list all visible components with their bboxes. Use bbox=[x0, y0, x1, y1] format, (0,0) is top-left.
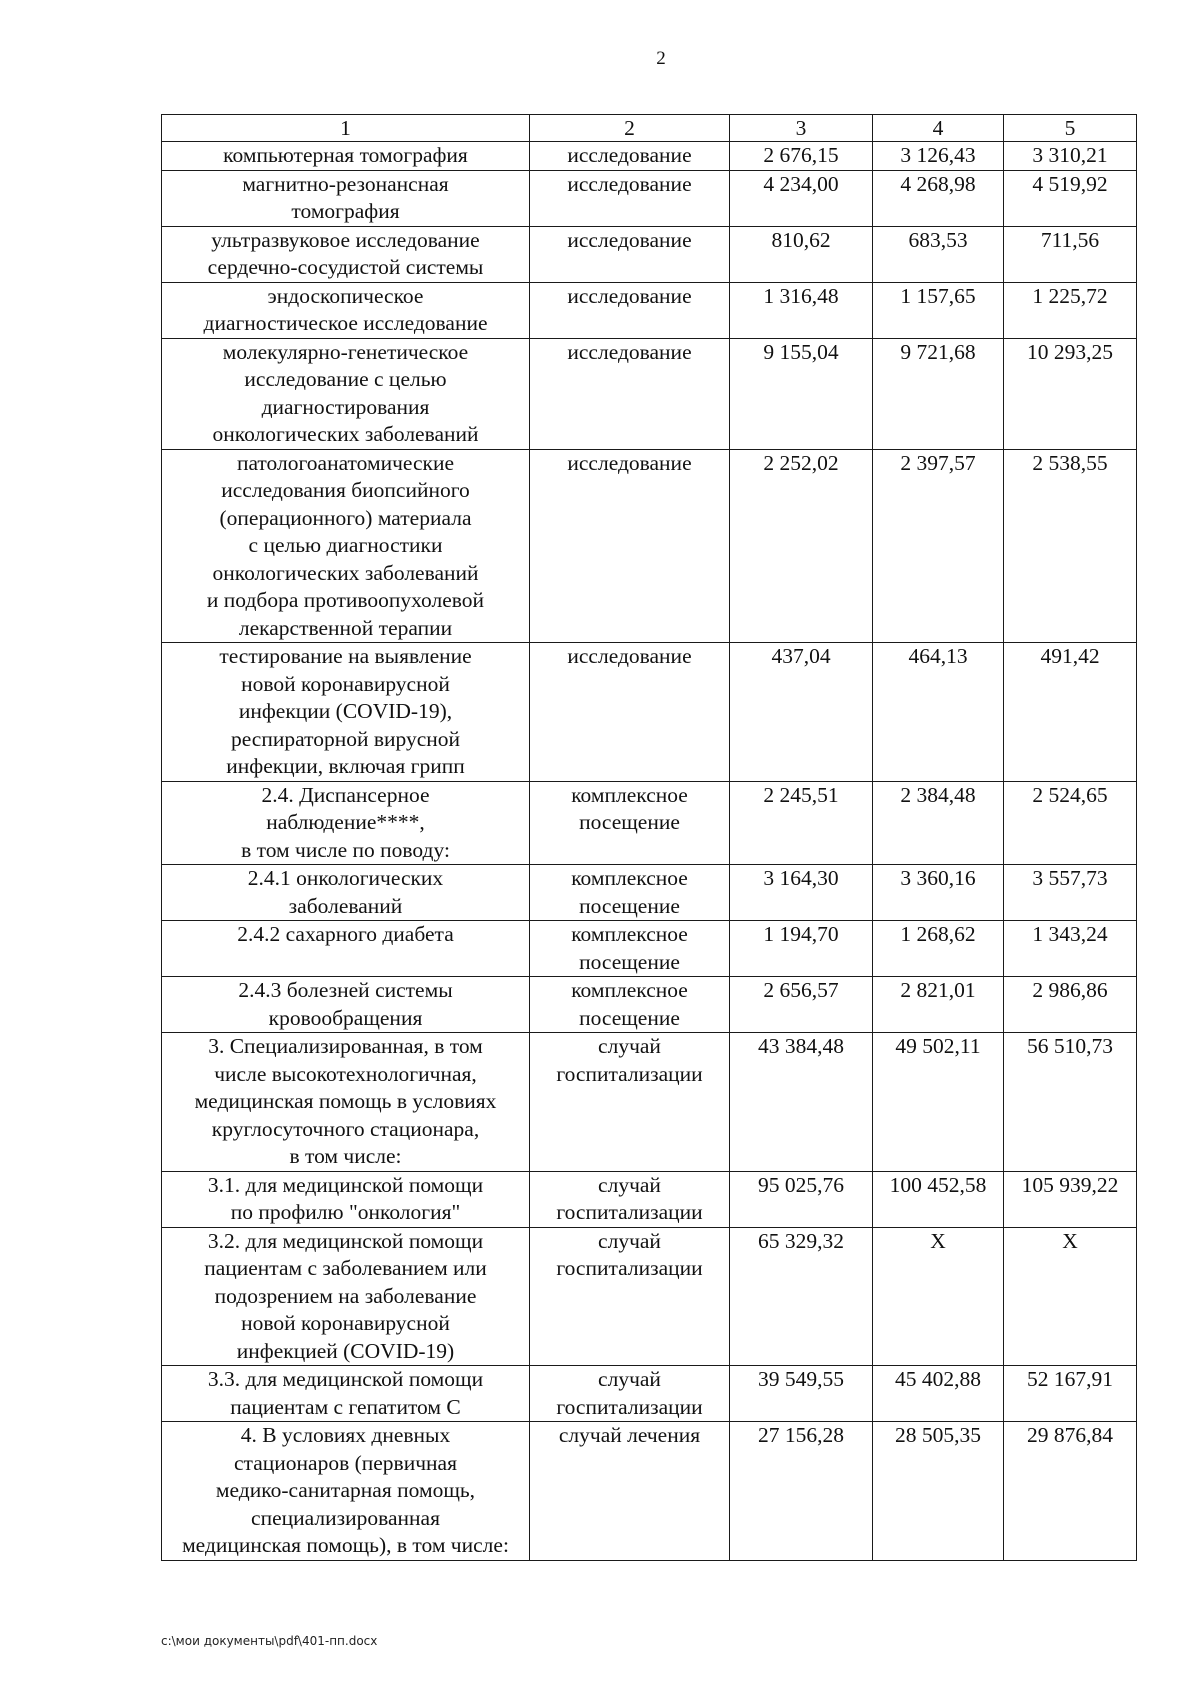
value-col5-cell: 2 524,65 bbox=[1004, 781, 1137, 865]
value-col3-cell: 810,62 bbox=[730, 226, 873, 282]
value-col4-cell: 9 721,68 bbox=[873, 338, 1004, 449]
service-name-cell: 2.4.3 болезней системы кровообращения bbox=[162, 977, 530, 1033]
service-name-cell: тестирование на выявление новой коронавирусной инфекции (COVID-19), респираторной вирусной инфекции, включая грипп bbox=[162, 643, 530, 782]
service-name-cell: 4. В условиях дневных стационаров (первичная медико-санитарная помощь, специализированная медицинская помощь), в том числе: bbox=[162, 1422, 530, 1561]
table-row bbox=[162, 449, 1137, 643]
table-row bbox=[162, 921, 1137, 977]
unit-cell: случай лечения bbox=[530, 1422, 730, 1561]
unit-cell: исследование bbox=[530, 142, 730, 171]
value-col5-cell: X bbox=[1004, 1227, 1137, 1366]
value-col3-cell: 39 549,55 bbox=[730, 1366, 873, 1422]
value-col4-cell: 2 821,01 bbox=[873, 977, 1004, 1033]
value-col3-cell: 2 252,02 bbox=[730, 449, 873, 643]
service-name-cell: молекулярно-генетическое исследование с целью диагностирования онкологических заболеваний bbox=[162, 338, 530, 449]
table-row bbox=[162, 1366, 1137, 1422]
table-row bbox=[162, 142, 1137, 171]
unit-cell: комплексное посещение bbox=[530, 977, 730, 1033]
unit-cell: исследование bbox=[530, 226, 730, 282]
value-col5-cell: 2 538,55 bbox=[1004, 449, 1137, 643]
value-col4-cell: X bbox=[873, 1227, 1004, 1366]
value-col4-cell: 3 126,43 bbox=[873, 142, 1004, 171]
page-number: 2 bbox=[656, 48, 666, 69]
value-col3-cell: 9 155,04 bbox=[730, 338, 873, 449]
value-col4-cell: 4 268,98 bbox=[873, 170, 1004, 226]
service-name-cell: 3.2. для медицинской помощи пациентам с заболеванием или подозрением на заболевание новой коронавирусной инфекцией (COVID-19) bbox=[162, 1227, 530, 1366]
table-row bbox=[162, 977, 1137, 1033]
unit-cell: исследование bbox=[530, 643, 730, 782]
table-row bbox=[162, 1422, 1137, 1561]
service-name-cell: 2.4.2 сахарного диабета bbox=[162, 921, 530, 977]
value-col5-cell: 29 876,84 bbox=[1004, 1422, 1137, 1561]
value-col4-cell: 683,53 bbox=[873, 226, 1004, 282]
unit-cell: исследование bbox=[530, 449, 730, 643]
service-name-cell: 3.1. для медицинской помощи по профилю "онкология" bbox=[162, 1171, 530, 1227]
table-row bbox=[162, 1171, 1137, 1227]
value-col3-cell: 2 656,57 bbox=[730, 977, 873, 1033]
table-header-row bbox=[162, 115, 1137, 142]
unit-cell: исследование bbox=[530, 338, 730, 449]
table-row bbox=[162, 781, 1137, 865]
unit-cell: случай госпитализации bbox=[530, 1171, 730, 1227]
column-header-2: 2 bbox=[530, 115, 730, 142]
service-name-cell: 2.4.1 онкологических заболеваний bbox=[162, 865, 530, 921]
value-col4-cell: 2 384,48 bbox=[873, 781, 1004, 865]
value-col4-cell: 49 502,11 bbox=[873, 1033, 1004, 1172]
column-header-1: 1 bbox=[162, 115, 530, 142]
table-body bbox=[162, 142, 1137, 1561]
value-col4-cell: 1 268,62 bbox=[873, 921, 1004, 977]
value-col3-cell: 3 164,30 bbox=[730, 865, 873, 921]
column-header-3: 3 bbox=[730, 115, 873, 142]
table-row bbox=[162, 1227, 1137, 1366]
value-col4-cell: 2 397,57 bbox=[873, 449, 1004, 643]
service-name-cell: ультразвуковое исследование сердечно-сосудистой системы bbox=[162, 226, 530, 282]
value-col5-cell: 711,56 bbox=[1004, 226, 1137, 282]
value-col5-cell: 105 939,22 bbox=[1004, 1171, 1137, 1227]
value-col5-cell: 56 510,73 bbox=[1004, 1033, 1137, 1172]
value-col3-cell: 43 384,48 bbox=[730, 1033, 873, 1172]
service-name-cell: 3. Специализированная, в том числе высокотехнологичная, медицинская помощь в условиях круглосуточного стационара, в том числе: bbox=[162, 1033, 530, 1172]
value-col5-cell: 52 167,91 bbox=[1004, 1366, 1137, 1422]
service-name-cell: 2.4. Диспансерное наблюдение****, в том числе по поводу: bbox=[162, 781, 530, 865]
value-col3-cell: 2 676,15 bbox=[730, 142, 873, 171]
value-col3-cell: 437,04 bbox=[730, 643, 873, 782]
value-col4-cell: 45 402,88 bbox=[873, 1366, 1004, 1422]
value-col3-cell: 27 156,28 bbox=[730, 1422, 873, 1561]
value-col4-cell: 464,13 bbox=[873, 643, 1004, 782]
value-col5-cell: 2 986,86 bbox=[1004, 977, 1137, 1033]
unit-cell: случай госпитализации bbox=[530, 1366, 730, 1422]
value-col5-cell: 1 225,72 bbox=[1004, 282, 1137, 338]
unit-cell: комплексное посещение bbox=[530, 865, 730, 921]
value-col5-cell: 491,42 bbox=[1004, 643, 1137, 782]
value-col4-cell: 100 452,58 bbox=[873, 1171, 1004, 1227]
service-name-cell: магнитно-резонансная томография bbox=[162, 170, 530, 226]
value-col4-cell: 28 505,35 bbox=[873, 1422, 1004, 1561]
value-col3-cell: 4 234,00 bbox=[730, 170, 873, 226]
value-col5-cell: 3 310,21 bbox=[1004, 142, 1137, 171]
unit-cell: исследование bbox=[530, 170, 730, 226]
service-name-cell: 3.3. для медицинской помощи пациентам с гепатитом С bbox=[162, 1366, 530, 1422]
value-col3-cell: 65 329,32 bbox=[730, 1227, 873, 1366]
table-row bbox=[162, 338, 1137, 449]
service-name-cell: патологоанатомические исследования биопсийного (операционного) материала с целью диагностики онкологических заболеваний и подбора противоопухолевой лекарственной терапии bbox=[162, 449, 530, 643]
value-col5-cell: 4 519,92 bbox=[1004, 170, 1137, 226]
table-row bbox=[162, 865, 1137, 921]
value-col5-cell: 3 557,73 bbox=[1004, 865, 1137, 921]
table-row bbox=[162, 226, 1137, 282]
value-col3-cell: 95 025,76 bbox=[730, 1171, 873, 1227]
table-row bbox=[162, 282, 1137, 338]
value-col3-cell: 1 194,70 bbox=[730, 921, 873, 977]
column-header-4: 4 bbox=[873, 115, 1004, 142]
unit-cell: случай госпитализации bbox=[530, 1033, 730, 1172]
unit-cell: исследование bbox=[530, 282, 730, 338]
value-col5-cell: 10 293,25 bbox=[1004, 338, 1137, 449]
unit-cell: комплексное посещение bbox=[530, 781, 730, 865]
value-col3-cell: 1 316,48 bbox=[730, 282, 873, 338]
value-col3-cell: 2 245,51 bbox=[730, 781, 873, 865]
value-col5-cell: 1 343,24 bbox=[1004, 921, 1137, 977]
value-col4-cell: 3 360,16 bbox=[873, 865, 1004, 921]
service-name-cell: компьютерная томография bbox=[162, 142, 530, 171]
footer-file-path: c:\мои документы\pdf\401-пп.docx bbox=[161, 1634, 378, 1648]
table-row bbox=[162, 643, 1137, 782]
column-header-5: 5 bbox=[1004, 115, 1137, 142]
value-col4-cell: 1 157,65 bbox=[873, 282, 1004, 338]
service-name-cell: эндоскопическое диагностическое исследование bbox=[162, 282, 530, 338]
table-row bbox=[162, 170, 1137, 226]
tariff-table bbox=[161, 114, 1137, 1561]
unit-cell: комплексное посещение bbox=[530, 921, 730, 977]
unit-cell: случай госпитализации bbox=[530, 1227, 730, 1366]
table-row bbox=[162, 1033, 1137, 1172]
